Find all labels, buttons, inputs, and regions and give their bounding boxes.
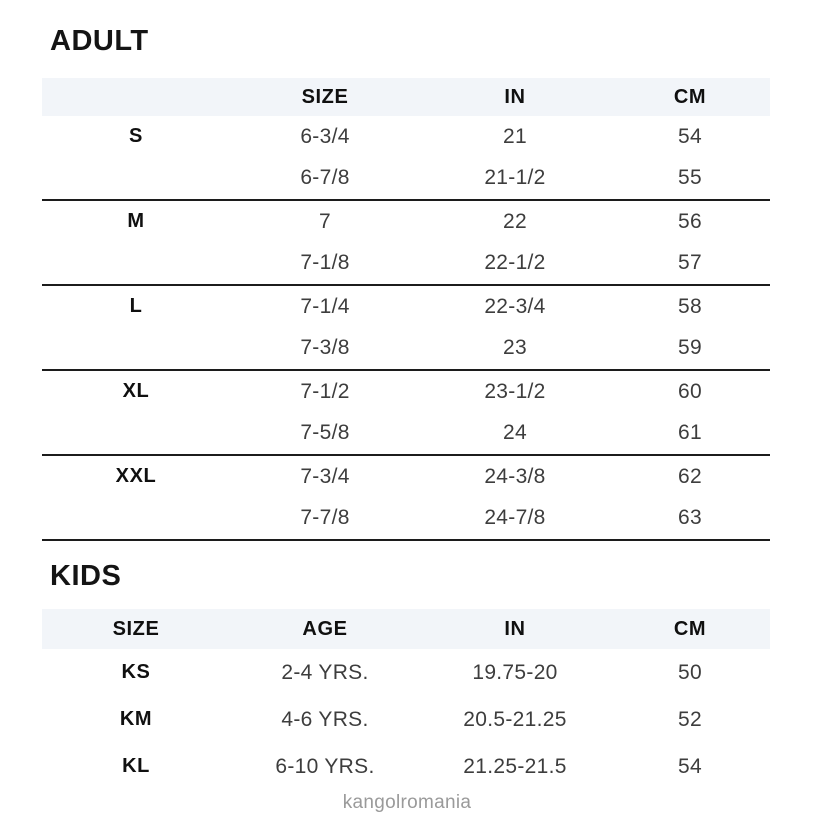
adult-header-in: IN <box>504 85 526 108</box>
age-cell: 2-4 YRS. <box>281 660 369 684</box>
table-row <box>42 649 770 696</box>
inches-cell: 23-1/2 <box>484 379 546 403</box>
adult-section-title: ADULT <box>50 25 149 57</box>
adult-size-group-xl <box>42 371 770 456</box>
adult-header-cm: CM <box>673 85 707 108</box>
cm-cell: 54 <box>678 124 702 148</box>
kids-header-size: SIZE <box>112 617 160 640</box>
hat-size-cell: 6-3/4 <box>300 124 350 148</box>
inches-cell: 24-7/8 <box>484 506 546 530</box>
table-row <box>42 158 770 200</box>
age-cell: 4-6 YRS. <box>281 707 369 731</box>
adult-size-group-l <box>42 286 770 371</box>
size-group-label: M <box>127 210 145 233</box>
adult-size-group-s <box>42 116 770 201</box>
inches-cell: 24 <box>503 421 527 445</box>
hat-size-cell: 7-1/4 <box>300 294 350 318</box>
table-row <box>42 498 770 540</box>
kids-size-table <box>42 609 770 790</box>
table-row <box>42 743 770 790</box>
cm-cell: 60 <box>678 379 702 403</box>
kids-table-header-row <box>42 609 770 649</box>
cm-cell: 54 <box>678 754 702 778</box>
inches-cell: 19.75-20 <box>472 660 558 684</box>
age-cell: 6-10 YRS. <box>275 754 375 778</box>
hat-size-cell: 7-7/8 <box>300 506 350 530</box>
table-row <box>42 116 770 158</box>
cm-cell: 56 <box>678 209 702 233</box>
adult-header-size: SIZE <box>301 85 349 108</box>
cm-cell: 59 <box>678 336 702 360</box>
hat-size-cell: 7-1/8 <box>300 251 350 275</box>
cm-cell: 61 <box>678 421 702 445</box>
table-row <box>42 328 770 370</box>
inches-cell: 21 <box>503 124 527 148</box>
kids-header-age: AGE <box>302 617 348 640</box>
cm-cell: 63 <box>678 506 702 530</box>
cm-cell: 52 <box>678 707 702 731</box>
adult-size-table <box>42 78 770 541</box>
table-row <box>42 696 770 743</box>
inches-cell: 23 <box>503 336 527 360</box>
adult-table-header-row <box>42 78 770 116</box>
size-group-label: L <box>129 295 143 318</box>
inches-cell: 21.25-21.5 <box>463 754 567 778</box>
inches-cell: 22-1/2 <box>484 251 546 275</box>
size-group-label: XXL <box>115 465 157 488</box>
hat-size-cell: 6-7/8 <box>300 166 350 190</box>
inches-cell: 24-3/8 <box>484 464 546 488</box>
table-row <box>42 243 770 285</box>
cm-cell: 57 <box>678 251 702 275</box>
inches-cell: 20.5-21.25 <box>463 707 567 731</box>
kids-header-cm: CM <box>673 617 707 640</box>
hat-size-cell: 7-3/8 <box>300 336 350 360</box>
kids-section-title: KIDS <box>50 560 122 592</box>
watermark-text: kangolromania <box>342 792 472 813</box>
cm-cell: 62 <box>678 464 702 488</box>
table-row <box>42 371 770 413</box>
hat-size-cell: 7-1/2 <box>300 379 350 403</box>
adult-size-group-xxl <box>42 456 770 541</box>
inches-cell: 21-1/2 <box>484 166 546 190</box>
adult-size-group-m <box>42 201 770 286</box>
cm-cell: 58 <box>678 294 702 318</box>
table-row <box>42 456 770 498</box>
cm-cell: 55 <box>678 166 702 190</box>
inches-cell: 22 <box>503 209 527 233</box>
kids-size-label: KM <box>119 708 153 730</box>
cm-cell: 50 <box>678 660 702 684</box>
size-group-label: XL <box>122 380 150 403</box>
hat-size-cell: 7 <box>319 209 331 233</box>
table-row <box>42 201 770 243</box>
hat-size-cell: 7-3/4 <box>300 464 350 488</box>
table-row <box>42 413 770 455</box>
hat-size-cell: 7-5/8 <box>300 421 350 445</box>
kids-size-label: KS <box>121 661 151 683</box>
table-row <box>42 286 770 328</box>
inches-cell: 22-3/4 <box>484 294 546 318</box>
size-group-label: S <box>129 125 143 148</box>
kids-size-label: KL <box>122 755 150 777</box>
kids-header-in: IN <box>504 617 526 640</box>
